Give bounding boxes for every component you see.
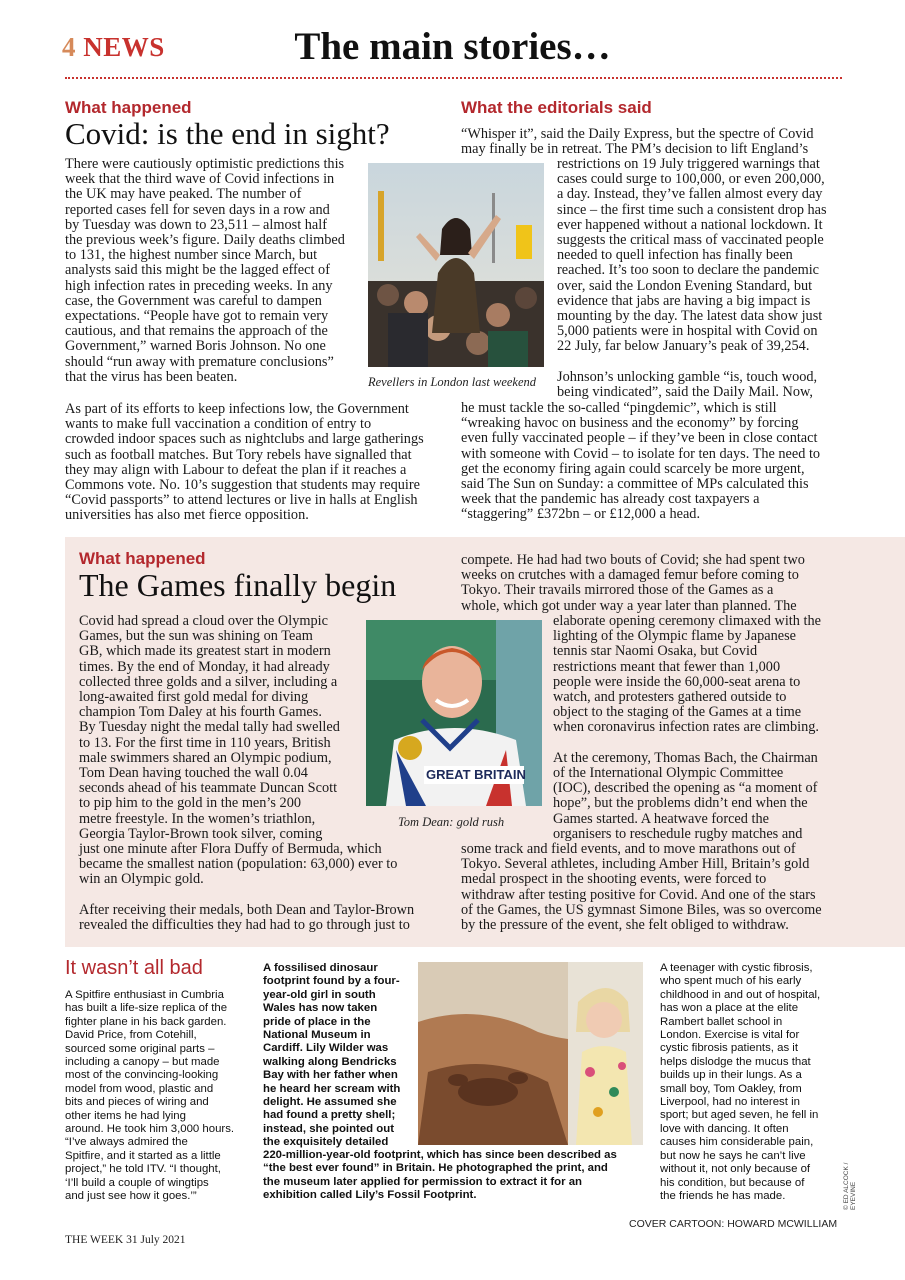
text-line: 5,000 patients were in hospital with Covid on [557, 323, 818, 340]
text-line: London. Exercise is vital for [660, 1029, 800, 1042]
editorials-kicker: What the editorials said [461, 98, 652, 117]
text-line: to 13. For the first time in 110 years, British [79, 734, 331, 751]
text-line: exhibition called Lily’s Fossil Footprint. [263, 1189, 477, 1202]
text-line: After receiving their medals, both Dean and Taylor-Brown [79, 901, 415, 918]
text-line: case, the Government was careful to dampen [65, 292, 322, 309]
text-line: evidence that jabs are having a big impact is [557, 292, 811, 309]
text-line: has won a place at the elite [660, 1002, 799, 1015]
text-line: bits and pieces of wiring and [65, 1096, 209, 1109]
text-line: object to the staging of the Games at a time [553, 704, 802, 721]
text-line: being vindicated”, said the Daily Mail. Now, [557, 384, 813, 401]
text-line: champion Tom Daley at his fourth Games. [79, 704, 322, 721]
text-line: Spitfire, and it started as a little [65, 1149, 221, 1162]
text-line: “I’ve always admired the [65, 1136, 188, 1149]
text-line: the friends he has made. [660, 1189, 786, 1202]
games-headline: The Games finally begin [79, 567, 397, 603]
text-line: footprint found by a four- [263, 975, 400, 988]
ballet-story [660, 962, 850, 1203]
text-line: National Museum in [263, 1029, 371, 1042]
text-line: reached. It’s too soon to declare the pandemic [557, 262, 820, 279]
dinosaur-story-full [263, 1149, 658, 1203]
fossil-photo [418, 962, 643, 1145]
text-line: builds up in their lungs. As a [660, 1069, 802, 1082]
text-line: By Tuesday night the medal tally had swelled [79, 719, 340, 736]
text-line: Tom Dean having touched the wall 0.04 [79, 765, 308, 782]
text-line: with someone with Covid – to isolate for ten days. The need to [461, 445, 821, 462]
dinosaur-story-narrow [263, 962, 423, 1150]
text-line: “Whisper it”, said the Daily Express, but the spectre of Covid [461, 126, 814, 142]
text-line: week that the pandemic has already cost taxpayers a [461, 491, 760, 508]
text-line: said The Sun on Sunday: a committee of MPs calculated this [461, 476, 809, 493]
text-line: long-awaited first gold medal for diving [79, 689, 309, 706]
revellers-photo [368, 163, 544, 367]
text-line: the previous week’s figure. Daily deaths climbed [65, 232, 345, 249]
tom-dean-caption: Tom Dean: gold rush [398, 815, 505, 829]
text-line: project,” he told ITV. “I thought, [65, 1163, 221, 1176]
covid-body-narrow [65, 157, 365, 385]
text-line: Tokyo. Several athletes, including Amber Hill, Britain’s gold [461, 856, 810, 873]
text-line: love with dancing. It often [660, 1122, 789, 1135]
text-line: Government,” warned Boris Johnson. No one [65, 338, 326, 355]
covid-body-full [65, 402, 450, 524]
text-line: to pip him to the gold in the men’s 200 [79, 795, 301, 812]
text-line: week that the third wave of Covid infections in [65, 171, 335, 188]
page-title: The main stories… [294, 25, 611, 68]
text-line: restrictions meant that fewer than 1,000 [553, 658, 781, 675]
text-line: Rambert ballet school in [660, 1015, 783, 1028]
text-line: compete. He had had two bouts of Covid; she had spent two [461, 552, 805, 568]
text-line: lighting of the Olympic flame by Japanese [553, 628, 796, 645]
text-line: restrictions on 19 July triggered warnings that [557, 156, 820, 172]
text-line: David Price, from Cotehill, [65, 1029, 197, 1042]
text-line: he heard her scream with [263, 1082, 401, 1095]
text-line: year-old girl in south [263, 988, 376, 1001]
masthead-footer: THE WEEK 31 July 2021 [65, 1234, 186, 1246]
text-line: ever happened without a national lockdown. It [557, 216, 823, 233]
text-line: expectations. “People have got to remain very [65, 308, 329, 325]
text-line: sourced some original parts – [65, 1042, 215, 1055]
text-line: over, said the London Evening Standard, but [557, 277, 813, 294]
text-line: helps dislodge the mucus that [660, 1055, 811, 1068]
text-line: became the smallest nation (population: 63,000) ever to [79, 856, 398, 873]
text-line: Bay with her father when [263, 1069, 398, 1082]
header-divider [65, 77, 842, 79]
text-line: Games started. A heatwave forced the [553, 810, 769, 827]
text-line: “wreaking havoc on business and the economy” by forcing [461, 415, 799, 432]
text-line: Wales has now taken [263, 1002, 378, 1015]
text-line: weeks on crutches with a damaged femur before coming to [461, 567, 799, 584]
text-line: cases could surge to 100,000, or even 200,000, [557, 171, 825, 188]
text-line: causes him considerable pain, [660, 1136, 814, 1149]
text-line: should “run away with premature conclusions” [65, 353, 334, 370]
not-bad-heading: It wasn’t all bad [65, 957, 203, 979]
tom-dean-photo [366, 620, 542, 806]
text-line: Georgia Taylor-Brown took silver, coming [79, 825, 323, 842]
revellers-caption: Revellers in London last weekend [368, 375, 537, 389]
text-line: to 131, the highest number since March, but [65, 247, 318, 264]
text-line: but now he says he can’t live [660, 1149, 806, 1162]
text-line: analysts said this might be the lagged effect of [65, 262, 330, 279]
text-line: suggests the critical mass of vaccinated people [557, 232, 824, 249]
text-line: needed to quell infection has finally been [557, 247, 793, 264]
text-line: without it, not only because of [660, 1163, 811, 1176]
text-line: his condition, but because of [660, 1176, 805, 1189]
text-line: of the International Olympic Committee [553, 765, 784, 782]
text-line: other items he had lying [65, 1109, 186, 1122]
text-line: reported cases fell for seven days in a row and [65, 201, 330, 218]
text-line: A Spitfire enthusiast in Cumbria [65, 989, 224, 1001]
text-line: pride of place in the [263, 1015, 371, 1028]
text-line: 220-million-year-old footprint, which has since been described as [263, 1149, 617, 1161]
text-line: cystic fibrosis patients, as it [660, 1042, 799, 1055]
text-line: universities has also met fierce opposition. [65, 507, 309, 524]
editorials-top [461, 127, 841, 157]
text-line: metre freestyle. In the women’s triathlon, [79, 810, 316, 827]
text-line: As part of its efforts to keep infections low, the Government [65, 401, 409, 417]
text-line: fighter plane in his back garden. [65, 1015, 227, 1028]
text-line: including a canopy – but made [65, 1056, 220, 1069]
text-line: when coronavirus infection rates are climbing. [553, 719, 819, 736]
games-right-bottom [461, 842, 856, 933]
text-line: revealed the difficulties they had had to go through just to [79, 917, 410, 933]
section-name: NEWS [83, 32, 165, 62]
text-line: organisers to reschedule rugby matches and [553, 825, 803, 842]
revellers-photo-illustration [368, 163, 544, 367]
text-line: “staggering” £372bn – or £12,000 a head. [461, 506, 701, 523]
text-line: crowded indoor spaces such as nightclubs and large gatherings [65, 431, 424, 448]
text-line: walking along Bendricks [263, 1055, 397, 1068]
text-line: There were cautiously optimistic predictions this [65, 156, 345, 172]
text-line: (IOC), described the opening as “a moment of [553, 780, 818, 797]
text-line: the UK may have peaked. The number of [65, 186, 302, 203]
text-line: and just see how it goes.’” [65, 1190, 197, 1203]
games-left-full [79, 842, 454, 933]
text-line: people were inside the 60,000-seat arena to [553, 673, 801, 690]
text-line: Cardiff. Lily Wilder was [263, 1042, 389, 1055]
text-line: mounting by the day. The latest data show just [557, 308, 823, 325]
text-line: a day. Instead, they’ve fallen almost every day [557, 186, 823, 203]
text-line: wants to make full vaccination a condition of entry to [65, 416, 372, 433]
text-line: ‘I’ll build a couple of wingtips [65, 1176, 209, 1189]
text-line: some track and field events, and to move marathons out of [461, 841, 796, 857]
text-line: A teenager with cystic fibrosis, [660, 962, 813, 974]
covid-headline: Covid: is the end in sight? [65, 116, 390, 151]
text-line: such as football matches. But Tory rebels have signalled that [65, 446, 412, 463]
text-line: medal prospect in the shooting events, were forced to [461, 871, 767, 888]
text-line: had found a pretty shell; [263, 1109, 396, 1122]
text-line: “the best ever found” in Britain. He photographed the print, and [263, 1162, 608, 1175]
spitfire-story [65, 989, 260, 1204]
text-line: he must tackle the so-called “pingdemic”, which is still [461, 400, 777, 416]
text-line: cautious, and that remains the approach of the [65, 323, 328, 340]
text-line: the museum later applied for permission to extract it for an [263, 1175, 583, 1188]
text-line: collected three golds and a silver, including a [79, 673, 338, 690]
text-line: Johnson’s unlocking gamble “is, touch wood, [557, 368, 818, 385]
text-line: GB, which made its greatest start in modern [79, 643, 331, 660]
covid-kicker: What happened [65, 98, 192, 117]
text-line: Games, but the sun was shining on Team [79, 628, 313, 645]
text-line: Covid had spread a cloud over the Olympic [79, 613, 328, 629]
games-right-top [461, 553, 851, 614]
text-line: just one minute after Flora Duffy of Bermuda, which [79, 841, 382, 857]
text-line: small boy, Tom Oakley, from [660, 1082, 802, 1095]
text-line: seconds ahead of his teammate Duncan Scott [79, 780, 338, 797]
text-line: around. He took him 3,000 hours. [65, 1123, 235, 1136]
text-line: Tokyo. Their travails mirrored those of the Games as a [461, 582, 774, 599]
text-line: has built a life-size replica of the [65, 1002, 228, 1015]
text-line: At the ceremony, Thomas Bach, the Chairman [553, 749, 818, 766]
text-line: withdraw after testing positive for Covid. And one of the stars [461, 886, 816, 903]
cover-credit: COVER CARTOON: HOWARD MCWILLIAM [629, 1218, 838, 1230]
text-line: childhood in and out of hospital, [660, 988, 821, 1001]
page-number-digit: 4 [62, 32, 76, 62]
text-line: they may align with Labour to defeat the plan if it reaches a [65, 461, 407, 478]
text-line: male swimmers shared an Olympic podium, [79, 749, 332, 766]
text-line: of the Games, the US gymnast Simone Biles, was so overcome [461, 901, 822, 918]
text-line: instead, she pointed out [263, 1122, 394, 1135]
text-line: even fully vaccinated people – if they’ve been in close contact [461, 430, 818, 447]
text-line: model from wood, plastic and [65, 1082, 214, 1095]
text-line: get the economy firing again could scarcely be more urgent, [461, 460, 805, 477]
text-line: tennis star Naomi Osaka, but Covid [553, 643, 758, 660]
shirt-text: GREAT BRITAIN [426, 767, 526, 782]
text-line: high infection rates in preceding weeks. In any [65, 277, 333, 294]
editorials-bottom [461, 401, 851, 523]
text-line [79, 888, 454, 903]
text-line: the exquisitely detailed [263, 1136, 389, 1149]
text-line: that the virus has been beaten. [65, 368, 238, 385]
text-line: whole, which got under way a year later than planned. The [461, 597, 797, 614]
games-kicker: What happened [79, 549, 206, 568]
text-line: times. By the end of Monday, it had already [79, 658, 330, 675]
text-line: since – the first time such a consistent drop has [557, 201, 827, 218]
text-line: Commons vote. No. 10’s suggestion that students may require [65, 477, 421, 494]
text-line: by the pressure of the event, she felt obliged to withdraw. [461, 917, 789, 934]
fossil-photo-illustration [418, 962, 643, 1145]
text-line: “Covid passports” to attend lectures or live in halls at English [65, 492, 418, 509]
editorials-narrow [557, 157, 847, 400]
text-line: 22 July, far below January’s peak of 39,254. [557, 338, 810, 355]
text-line [557, 355, 847, 370]
text-line: elaborate opening ceremony climaxed with the [553, 613, 821, 629]
text-line: win an Olympic gold. [79, 871, 204, 888]
text-line: hope”, but the problems didn’t end when the [553, 795, 808, 812]
text-line [553, 736, 853, 751]
text-line: may finally be in retreat. The PM’s decision to lift England’s [461, 141, 809, 158]
text-line: A fossilised dinosaur [263, 962, 378, 974]
text-line: who spent much of his early [660, 975, 802, 988]
text-line: sport; but aged seven, he fell in [660, 1109, 819, 1122]
text-line: delight. He assumed she [263, 1096, 397, 1109]
text-line: Liverpool, had no interest in [660, 1096, 800, 1109]
text-line: by Tuesday was down to 23,511 – almost half [65, 216, 327, 233]
games-left-narrow [79, 614, 369, 842]
text-line: watch, and protesters gathered outside to [553, 689, 787, 706]
photo-credit: © ED ALCOCK / EYEVINE [843, 1162, 857, 1210]
games-right-narrow [553, 614, 853, 842]
text-line: most of the convincing-looking [65, 1069, 219, 1082]
